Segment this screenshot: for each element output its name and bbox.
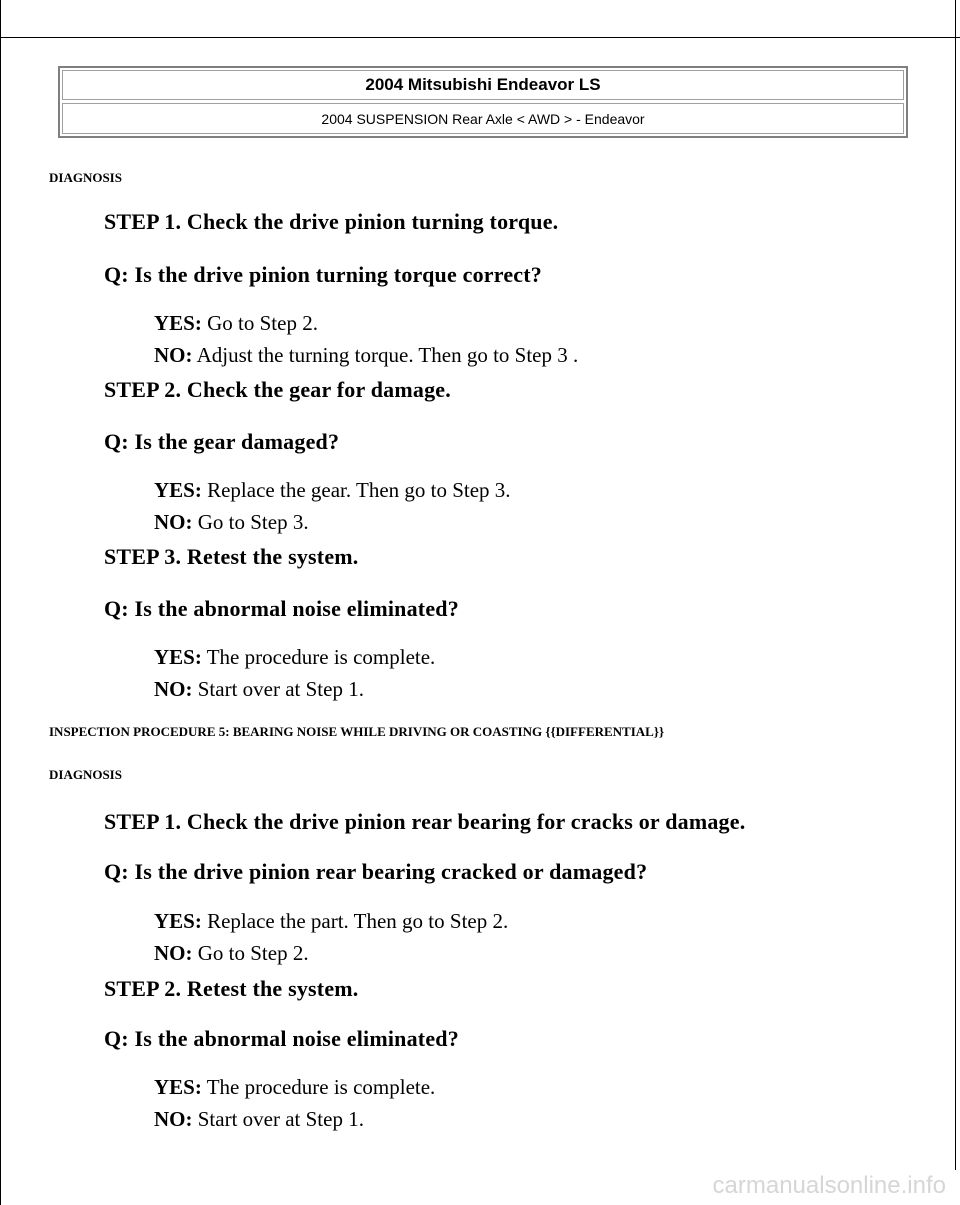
inspection-procedure-title: INSPECTION PROCEDURE 5: BEARING NOISE WHILE DRIVING OR COASTING {{DIFFERENTIAL}} [49, 724, 665, 739]
page-border-top [0, 37, 960, 38]
question-2: Q: Is the abnormal noise eliminated? [104, 1026, 459, 1051]
yes-label: YES: [154, 909, 202, 933]
answer-no [154, 510, 309, 535]
question-2: Q: Is the gear damaged? [104, 429, 340, 454]
no-label: NO: [154, 510, 193, 534]
step-2-heading: STEP 2. Retest the system. [104, 976, 359, 1001]
question-1: Q: Is the drive pinion rear bearing cracked or damaged? [104, 859, 648, 884]
answer-no [154, 941, 309, 966]
yes-label: YES: [154, 478, 202, 502]
yes-text: The procedure is complete. [201, 1075, 436, 1099]
yes-label: YES: [154, 1075, 202, 1099]
answer-yes [154, 645, 435, 670]
no-text: Start over at Step 1. [192, 677, 364, 701]
vehicle-title: 2004 Mitsubishi Endeavor LS [62, 70, 904, 100]
answer-no [154, 343, 578, 368]
question-1: Q: Is the drive pinion turning torque correct? [104, 262, 542, 287]
no-text: Go to Step 3. [192, 510, 309, 534]
no-text: Adjust the turning torque. Then go to Step 3 . [192, 343, 579, 367]
step-2-heading: STEP 2. Check the gear for damage. [104, 377, 451, 402]
yes-text: Go to Step 2. [201, 311, 318, 335]
no-text: Start over at Step 1. [192, 1107, 364, 1131]
diagnosis-heading: DIAGNOSIS [49, 170, 122, 185]
answer-yes [154, 909, 508, 934]
no-text: Go to Step 2. [192, 941, 309, 965]
diagnosis-heading: DIAGNOSIS [49, 767, 122, 782]
document-header [58, 66, 908, 138]
yes-text: Replace the part. Then go to Step 2. [201, 909, 509, 933]
page-border-left [0, 0, 1, 1205]
step-1-heading: STEP 1. Check the drive pinion turning torque. [104, 209, 559, 234]
step-1-heading: STEP 1. Check the drive pinion rear bearing for cracks or damage. [104, 809, 746, 834]
yes-label: YES: [154, 311, 202, 335]
section-subtitle: 2004 SUSPENSION Rear Axle < AWD > - Endeavor [62, 103, 904, 134]
answer-yes [154, 1075, 435, 1100]
no-label: NO: [154, 1107, 193, 1131]
no-label: NO: [154, 677, 193, 701]
answer-no [154, 1107, 364, 1132]
yes-text: Replace the gear. Then go to Step 3. [201, 478, 511, 502]
page-border-right [955, 0, 956, 1170]
answer-no [154, 677, 364, 702]
yes-text: The procedure is complete. [201, 645, 436, 669]
watermark: carmanualsonline.info [712, 1172, 946, 1199]
answer-yes [154, 478, 511, 503]
question-3: Q: Is the abnormal noise eliminated? [104, 596, 459, 621]
step-3-heading: STEP 3. Retest the system. [104, 544, 359, 569]
no-label: NO: [154, 343, 193, 367]
answer-yes [154, 311, 318, 336]
yes-label: YES: [154, 645, 202, 669]
no-label: NO: [154, 941, 193, 965]
